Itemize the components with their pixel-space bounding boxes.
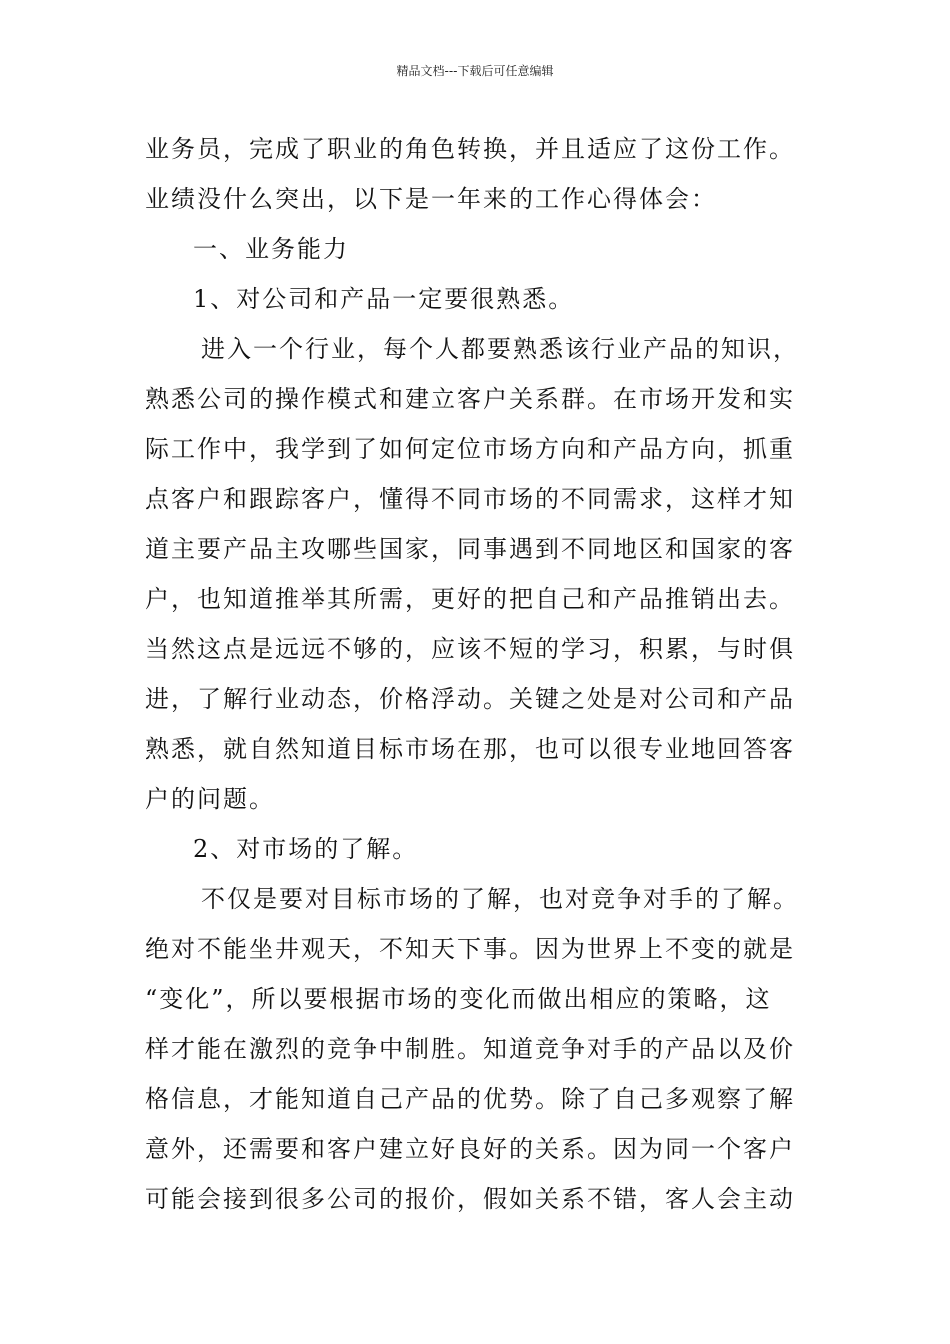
text-line: 业务员，完成了职业的角色转换，并且适应了这份工作。 bbox=[145, 135, 795, 163]
subsection-heading: 1、对公司和产品一定要很熟悉。 bbox=[193, 285, 575, 313]
subsection-heading: 2、对市场的了解。 bbox=[193, 835, 419, 863]
page-header: 精品文档---下载后可任意编辑 bbox=[396, 64, 554, 78]
document-body bbox=[145, 124, 810, 1224]
text-line: 户的问题。 bbox=[145, 785, 275, 813]
text-line: 道主要产品主攻哪些国家，同事遇到不同地区和国家的客 bbox=[145, 535, 795, 563]
paragraph-start: 不仅是要对目标市场的了解，也对竞争对手的了解。 bbox=[201, 885, 799, 913]
text-line: 意外，还需要和客户建立好良好的关系。因为同一个客户 bbox=[145, 1135, 795, 1163]
paragraph-start: 进入一个行业，每个人都要熟悉该行业产品的知识， bbox=[201, 335, 799, 363]
text-line: 熟悉公司的操作模式和建立客户关系群。在市场开发和实 bbox=[145, 385, 795, 413]
section-heading: 一、业务能力 bbox=[193, 235, 349, 263]
text-line: 际工作中，我学到了如何定位市场方向和产品方向，抓重 bbox=[145, 435, 795, 463]
text-line: 点客户和跟踪客户，懂得不同市场的不同需求，这样才知 bbox=[145, 485, 795, 513]
text-line: 当然这点是远远不够的，应该不短的学习，积累，与时俱 bbox=[145, 635, 795, 663]
text-line: 可能会接到很多公司的报价，假如关系不错，客人会主动 bbox=[145, 1185, 795, 1213]
text-line: 户，也知道推举其所需，更好的把自己和产品推销出去。 bbox=[145, 585, 795, 613]
text-line: 进，了解行业动态，价格浮动。关键之处是对公司和产品 bbox=[145, 685, 795, 713]
text-line: 样才能在激烈的竞争中制胜。知道竞争对手的产品以及价 bbox=[145, 1035, 795, 1063]
text-line: 绝对不能坐井观天，不知天下事。因为世界上不变的就是 bbox=[145, 935, 795, 963]
text-line: 格信息，才能知道自己产品的优势。除了自己多观察了解 bbox=[145, 1085, 795, 1113]
text-line: 熟悉，就自然知道目标市场在那，也可以很专业地回答客 bbox=[145, 735, 795, 763]
text-line: “变化”，所以要根据市场的变化而做出相应的策略，这 bbox=[145, 985, 772, 1013]
text-line: 业绩没什么突出，以下是一年来的工作心得体会： bbox=[145, 185, 717, 213]
